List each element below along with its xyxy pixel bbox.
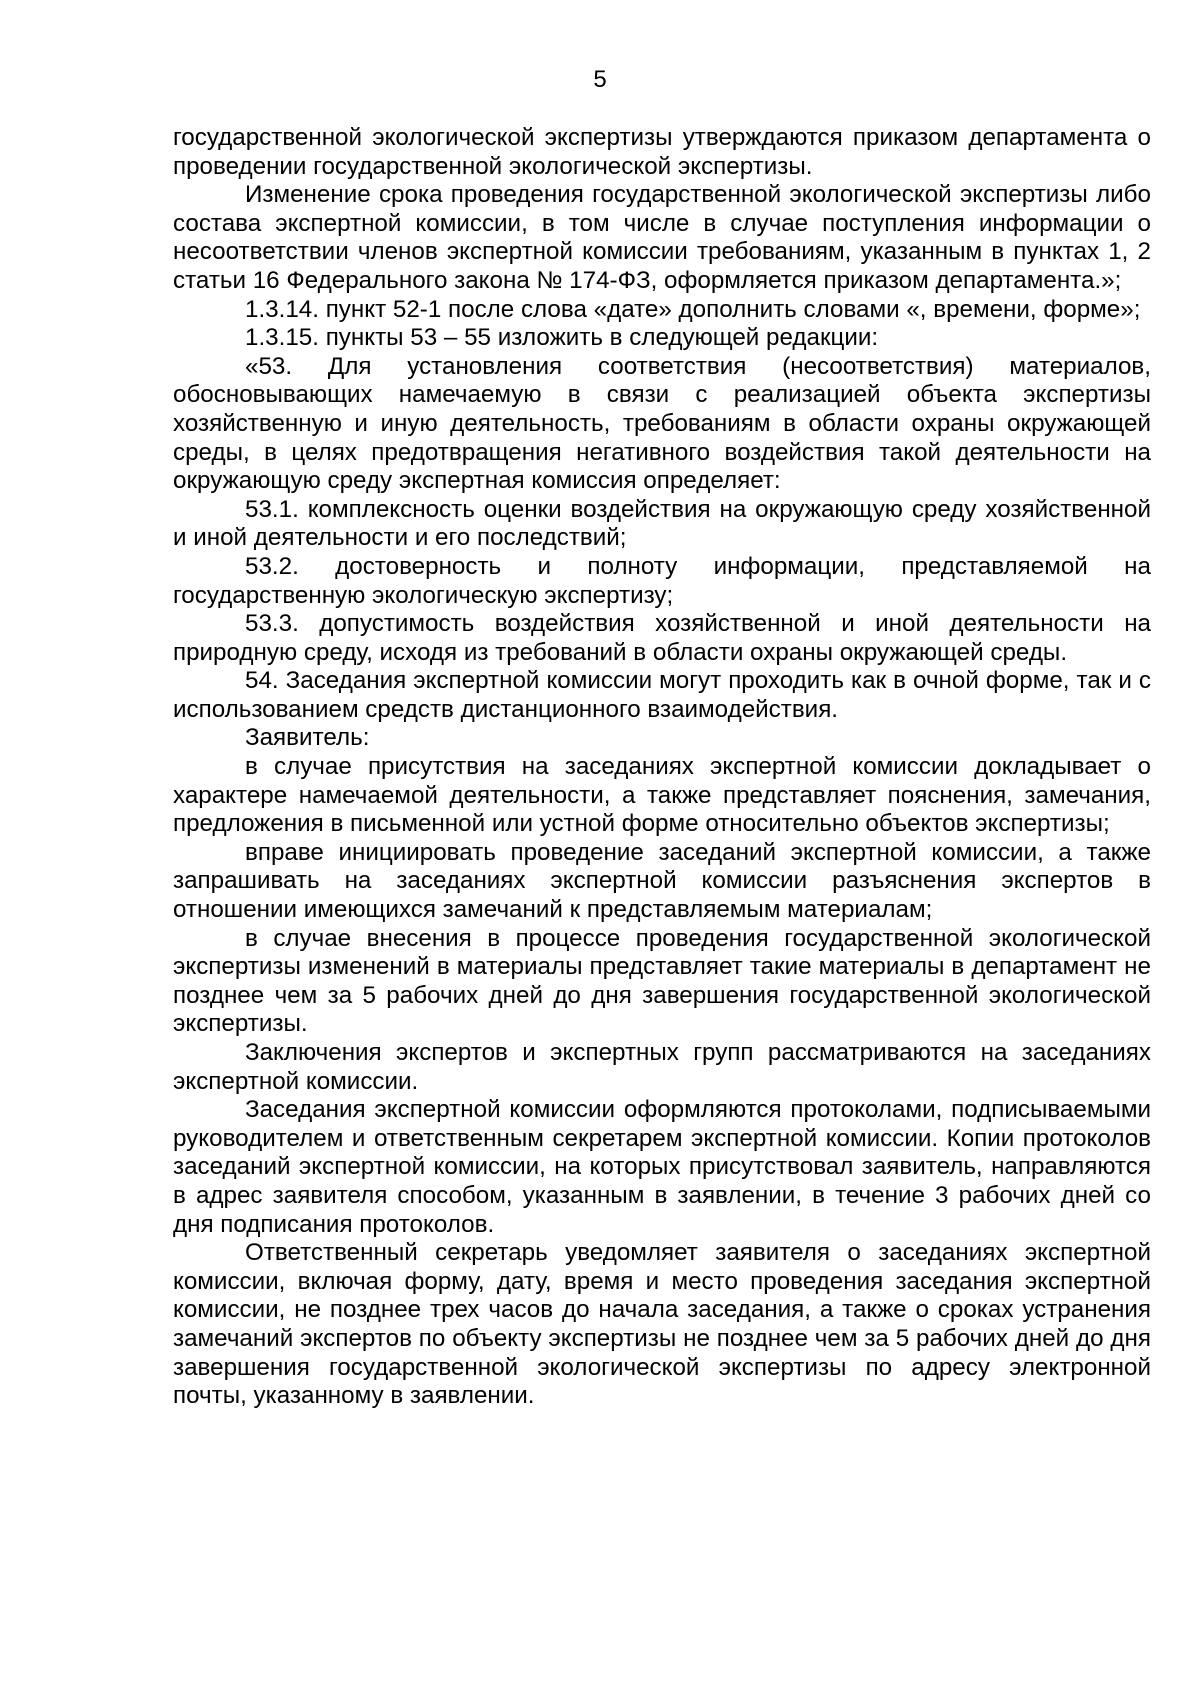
document-body bbox=[173, 124, 1151, 1411]
paragraph-item-53: «53. Для установления соответствия (несоответствия) материалов, обосновывающих намечаемую в связи с реализацией объекта экспертизы хозяйственную и иную деятельность, требованиям в области охраны окружающей среды, в целях предотвращения негативного воздействия такой деятельности на окружающую среду экспертная комиссия определяет: bbox=[173, 352, 1151, 495]
paragraph-item-1-3-15: 1.3.15. пункты 53 – 55 изложить в следующей редакции: bbox=[245, 324, 879, 352]
paragraph-applicant-changes: в случае внесения в процессе проведения государственной экологической экспертизы изменений в материалы представляет такие материалы в департамент не позднее чем за 5 рабочих дней до дня завершения государственной экологической экспертизы. bbox=[173, 924, 1151, 1038]
paragraph-applicant-initiate: вправе инициировать проведение заседаний экспертной комиссии, а также запрашивать на заседаниях экспертной комиссии разъяснения экспертов в отношении имеющихся замечаний к представляемым материалам; bbox=[173, 838, 1151, 924]
paragraph-meeting-protocols: Заседания экспертной комиссии оформляются протоколами, подписываемыми руководителем и ответственным секретарем экспертной комиссии. Копии протоколов заседаний экспертной комиссии, на которых присутствовал заявитель, направляются в адрес заявителя способом, указанным в заявлении, в течение 3 рабочих дней со дня подписания протоколов. bbox=[173, 1096, 1151, 1238]
paragraph-item-1-3-14: 1.3.14. пункт 52-1 после слова «дате» дополнить словами «, времени, форме»; bbox=[245, 295, 1141, 323]
paragraph-item-53-2: 53.2. достоверность и полноту информации, представляемой на государственную экологическую экспертизу; bbox=[173, 552, 1151, 609]
paragraph-item-54: 54. Заседания экспертной комиссии могут проходить как в очной форме, так и с использованием средств дистанционного взаимодействия. bbox=[173, 667, 1151, 723]
paragraph-term-change: Изменение срока проведения государственной экологической экспертизы либо состава экспертной комиссии, в том числе в случае поступления информации о несоответствии членов экспертной комиссии требованиям, указанным в пунктах 1, 2 статьи 16 Федерального закона № 174-ФЗ, оформляется приказом департамента.»; bbox=[173, 181, 1151, 294]
page-number: 5 bbox=[593, 66, 607, 93]
paragraph-item-53-1: 53.1. комплексность оценки воздействия на окружающую среду хозяйственной и иной деятельности и его последствий; bbox=[173, 495, 1151, 552]
paragraph-applicant-presence: в случае присутствия на заседаниях экспертной комиссии докладывает о характере намечаемой деятельности, а также представляет пояснения, замечания, предложения в письменной или устной форме относительно объектов экспертизы; bbox=[173, 753, 1151, 838]
paragraph-continuation: государственной экологической экспертизы утверждаются приказом департамента о проведении государственной экологической экспертизы. bbox=[173, 124, 1151, 180]
paragraph-applicant-heading: Заявитель: bbox=[245, 724, 370, 752]
paragraph-expert-conclusions: Заключения экспертов и экспертных групп рассматриваются на заседаниях экспертной комиссии. bbox=[173, 1039, 1151, 1095]
paragraph-secretary-notice: Ответственный секретарь уведомляет заявителя о заседаниях экспертной комиссии, включая форму, дату, время и место проведения заседания экспертной комиссии, не позднее трех часов до начала заседания, а также о сроках устранения замечаний экспертов по объекту экспертизы не позднее чем за 5 рабочих дней до дня завершения государственной экологической экспертизы по адресу электронной почты, указанному в заявлении. bbox=[173, 1239, 1151, 1410]
paragraph-item-53-3: 53.3. допустимость воздействия хозяйственной и иной деятельности на природную среду, исходя из требований в области охраны окружающей среды. bbox=[173, 610, 1151, 666]
